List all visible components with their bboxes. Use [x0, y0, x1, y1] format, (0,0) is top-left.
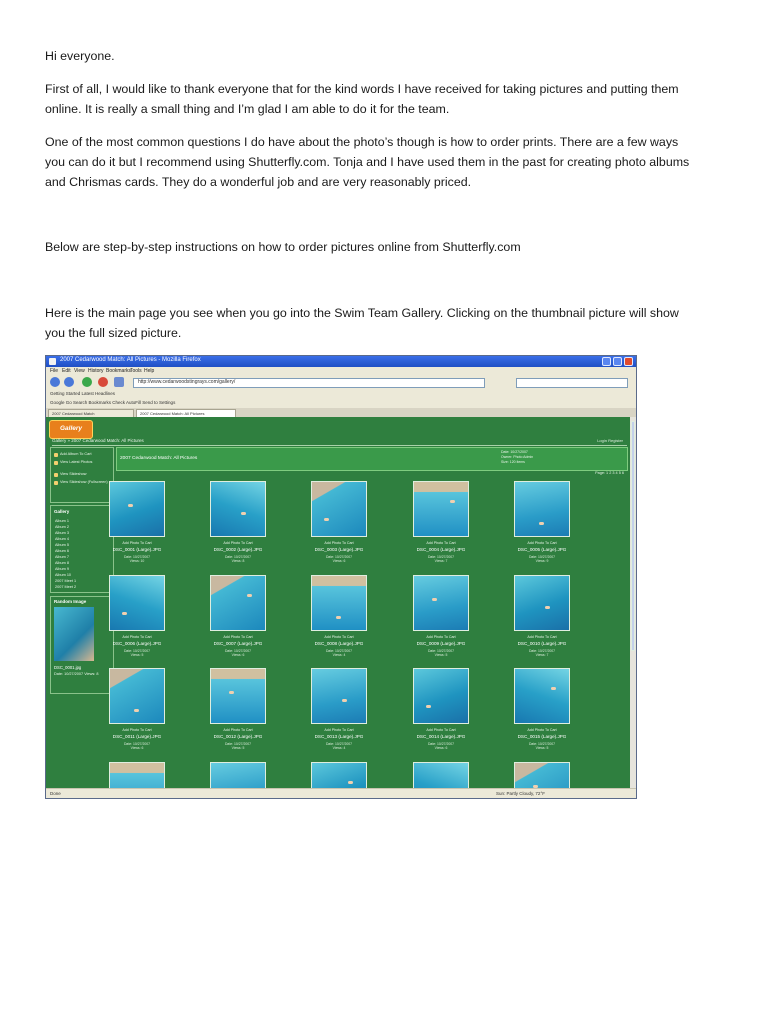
photo-views: Views: 6: [130, 746, 144, 750]
photo-filename[interactable]: DSC_0002 (Large).JPG: [213, 547, 263, 552]
photo-thumbnail[interactable]: [311, 575, 367, 631]
photo-date: Date: 10/27/2007: [427, 742, 455, 746]
reload-icon: [82, 377, 92, 387]
pool-photo: [211, 763, 265, 788]
photo-thumbnail[interactable]: [514, 481, 570, 537]
sidebar-action-2: View Latest Photos: [60, 460, 93, 464]
sidebar-gallery-item: 2007 Meet 1: [55, 579, 77, 583]
navigation-toolbar: [46, 375, 636, 391]
add-to-cart-link[interactable]: Add Photo To Cart: [223, 635, 253, 639]
menu-edit: Edit: [62, 368, 71, 374]
photo-filename[interactable]: DSC_0012 (Large).JPG: [213, 734, 263, 739]
photo-filename[interactable]: DSC_0013 (Large).JPG: [314, 734, 364, 739]
paragraph-1-line-2: online. It is really a small thing and I’m glad I am able to do it for the team.: [45, 102, 450, 116]
sidebar-action-4: View Slideshow (Fullscreen): [60, 480, 108, 484]
swimmer: [324, 518, 329, 521]
add-to-cart-link[interactable]: Add Photo To Cart: [223, 728, 253, 732]
tab-strip: [46, 408, 636, 417]
menu-bar: [46, 367, 636, 375]
google-toolbar-text: Google Go Search Bookmarks Check AutoFill Send to Settings: [50, 400, 176, 405]
pool-photo: [515, 763, 569, 788]
photo-filename[interactable]: DSC_0009 (Large).JPG: [416, 641, 466, 646]
photo-views: Views: 7: [535, 653, 549, 657]
sidebar-actions: [50, 447, 114, 503]
swimmer: [128, 504, 133, 507]
sidebar-action-3: View Slideshow: [60, 472, 87, 476]
add-to-cart-link[interactable]: Add Photo To Cart: [426, 541, 456, 545]
album-title: 2007 Cedarwood Match: All Pictures: [120, 456, 198, 461]
pool-photo: [110, 576, 164, 630]
login-links: Login Register: [597, 438, 623, 443]
sidebar-gallery-heading: Gallery: [54, 509, 70, 514]
pool-photo: [414, 576, 468, 630]
photo-date: Date: 10/27/2007: [528, 742, 556, 746]
add-to-cart-link[interactable]: Add Photo To Cart: [527, 728, 557, 732]
photo-filename[interactable]: DSC_0014 (Large).JPG: [416, 734, 466, 739]
photo-thumbnail[interactable]: [109, 668, 165, 724]
weather-text: Sun: Partly Cloudy, 72°F: [496, 791, 545, 796]
photo-date: Date: 10/27/2007: [123, 555, 151, 559]
swimmer: [122, 612, 127, 615]
firefox-icon: [49, 358, 56, 365]
gallery-content: [46, 417, 630, 788]
paragraph-4-line-1: Here is the main page you see when you go into the Swim Team Gallery. Clicking on the thumbnail picture will show: [45, 306, 679, 320]
sidebar-gallery-item: 2007 Meet 2: [55, 585, 77, 589]
menu-bookmarks: Bookmarks: [106, 368, 132, 374]
photo-views: Views: 5: [130, 653, 144, 657]
stop-icon: [98, 377, 108, 387]
tab-1: 2007 Cedarwood Match: [48, 409, 134, 417]
sidebar-gallery-item: Album 8: [55, 561, 69, 565]
swimmer: [432, 598, 437, 601]
gallery-screenshot: [45, 355, 637, 799]
sidebar-gallery-item: Album 9: [55, 567, 69, 571]
swimmer: [342, 699, 347, 702]
menu-history: History: [88, 368, 104, 374]
photo-views: Views: 9: [535, 559, 549, 563]
sidebar-gallery-item: Album 1: [55, 519, 69, 523]
paragraph-4-line-2: you the full sized picture.: [45, 326, 182, 340]
photo-filename[interactable]: DSC_0015 (Large).JPG: [517, 734, 567, 739]
photo-filename[interactable]: DSC_0007 (Large).JPG: [213, 641, 263, 646]
random-image-name: DSC_0001.jpg: [54, 665, 82, 670]
swimmer: [241, 512, 246, 515]
pool-photo: [110, 669, 164, 723]
paragraph-3: Below are step-by-step instructions on how to order pictures online from Shutterfly.com: [45, 240, 521, 254]
photo-views: Views: 10: [129, 559, 145, 563]
pool-photo: [312, 763, 366, 788]
photo-thumbnail[interactable]: [109, 575, 165, 631]
close-icon: [624, 357, 633, 366]
photo-thumbnail[interactable]: [210, 481, 266, 537]
photo-thumbnail[interactable]: [514, 668, 570, 724]
status-bar: [46, 788, 636, 799]
sidebar-gallery-item: Album 3: [55, 531, 69, 535]
greeting-text: Hi everyone.: [45, 49, 115, 63]
paragraph-2-line-3: and Chrismas cards. They do a wonderful job and are very reasonably priced.: [45, 175, 472, 189]
fullscreen-icon: [54, 481, 58, 485]
pool-photo: [414, 482, 468, 536]
add-to-cart-link[interactable]: Add Photo To Cart: [527, 635, 557, 639]
photo-filename[interactable]: DSC_0005 (Large).JPG: [517, 547, 567, 552]
photo-date: Date: 10/27/2007: [224, 742, 252, 746]
photo-date: Date: 10/27/2007: [123, 649, 151, 653]
photo-filename[interactable]: DSC_0008 (Large).JPG: [314, 641, 364, 646]
menu-tools: Tools: [130, 368, 142, 374]
photo-views: Views: 6: [231, 653, 245, 657]
photo-thumbnail[interactable]: [311, 668, 367, 724]
home-icon: [114, 377, 124, 387]
pool-photo: [211, 669, 265, 723]
add-to-cart-link[interactable]: Add Photo To Cart: [122, 541, 152, 545]
photo-views: Views: 4: [332, 746, 346, 750]
bookmarks-text: Getting Started Latest Headlines: [50, 391, 116, 396]
photo-thumbnail[interactable]: [413, 481, 469, 537]
search-box: [516, 378, 628, 388]
swimmer: [348, 781, 353, 784]
swimmer: [450, 500, 455, 503]
photo-thumbnail[interactable]: [210, 668, 266, 724]
breadcrumb: [52, 438, 627, 446]
swimmer: [229, 691, 234, 694]
sidebar-random-heading: Random Image: [54, 599, 87, 604]
address-bar: [133, 378, 485, 388]
photo-thumbnail[interactable]: [514, 575, 570, 631]
sidebar-gallery-item: Album 5: [55, 543, 69, 547]
swimmer: [336, 616, 341, 619]
album-size: Size: 120 items: [501, 460, 525, 464]
photo-thumbnail[interactable]: [311, 762, 367, 788]
photo-views: Views: 5: [434, 653, 448, 657]
photo-views: Views: 7: [434, 559, 448, 563]
page-links[interactable]: Page: 1 2 3 4 5 6: [595, 471, 624, 475]
photo-thumbnail[interactable]: [413, 762, 469, 788]
photo-date: Date: 10/27/2007: [325, 555, 353, 559]
pool-photo: [211, 576, 265, 630]
sidebar-gallery-item: Album 2: [55, 525, 69, 529]
breadcrumb-text: Gallery » 2007 Cedarwood Match: All Pictures: [52, 438, 144, 443]
swimmer: [134, 709, 139, 712]
pool-photo: [414, 669, 468, 723]
add-to-cart-link[interactable]: Add Photo To Cart: [426, 728, 456, 732]
photo-date: Date: 10/27/2007: [427, 555, 455, 559]
slideshow-icon: [54, 473, 58, 477]
forward-icon: [64, 377, 74, 387]
pool-photo: [515, 482, 569, 536]
add-to-cart-link[interactable]: Add Photo To Cart: [122, 728, 152, 732]
random-image-meta: Date: 10/27/2007 Views: 8: [54, 672, 99, 676]
photo-date: Date: 10/27/2007: [325, 649, 353, 653]
menu-view: View: [74, 368, 85, 374]
cart-icon: [54, 453, 58, 457]
photo-views: Views: 5: [231, 746, 245, 750]
swimmer: [545, 606, 550, 609]
add-to-cart-link[interactable]: Add Photo To Cart: [324, 728, 354, 732]
photo-views: Views: 8: [231, 559, 245, 563]
pool-photo: [312, 482, 366, 536]
swimmer: [426, 705, 431, 708]
photo-date: Date: 10/27/2007: [528, 555, 556, 559]
photo-date: Date: 10/27/2007: [224, 555, 252, 559]
window-title: 2007 Cedarwood Match: All Pictures - Mozilla Firefox: [60, 357, 201, 363]
pool-photo: [312, 669, 366, 723]
menu-file: File: [50, 368, 59, 374]
photo-thumbnail[interactable]: [109, 762, 165, 788]
album-owner: Owner: Photo Admin: [501, 455, 534, 459]
photo-thumbnail[interactable]: [413, 575, 469, 631]
photo-date: Date: 10/27/2007: [224, 649, 252, 653]
pool-photo: [312, 576, 366, 630]
maximize-icon: [613, 357, 622, 366]
photo-thumbnail[interactable]: [311, 481, 367, 537]
minimize-icon: [602, 357, 611, 366]
paragraph-1-line-1: First of all, I would like to thank everyone that for the kind words I have received for taking pictures and putting them: [45, 82, 679, 96]
sidebar-gallery-item: Album 7: [55, 555, 69, 559]
photo-date: Date: 10/27/2007: [427, 649, 455, 653]
album-header: [116, 447, 628, 471]
back-icon: [50, 377, 60, 387]
paragraph-2-line-1: One of the most common questions I do have about the photo’s though is how to order prints. There are a few ways: [45, 135, 679, 149]
sidebar-action-1: Add Album To Cart: [60, 452, 92, 456]
photo-views: Views: 4: [332, 653, 346, 657]
photo-thumbnail[interactable]: [514, 762, 570, 788]
tab-2: 2007 Cedarwood Match: All Pictures: [136, 409, 236, 417]
scrollbar: [630, 417, 636, 788]
random-image: [54, 607, 94, 661]
add-to-cart-link[interactable]: Add Photo To Cart: [426, 635, 456, 639]
sidebar-gallery-item: Album 6: [55, 549, 69, 553]
add-to-cart-link[interactable]: Add Photo To Cart: [223, 541, 253, 545]
pool-photo: [211, 482, 265, 536]
pool-photo: [110, 482, 164, 536]
swimmer: [247, 594, 252, 597]
gallery-logo: Gallery: [49, 420, 93, 439]
photo-views: Views: 6: [434, 746, 448, 750]
pool-photo: [110, 763, 164, 788]
photo-filename[interactable]: DSC_0003 (Large).JPG: [314, 547, 364, 552]
sidebar-gallery-item: Album 4: [55, 537, 69, 541]
photo-date: Date: 10/27/2007: [123, 742, 151, 746]
photo-thumbnail[interactable]: [210, 575, 266, 631]
photo-views: Views: 6: [332, 559, 346, 563]
sidebar-gallery-item: Album 10: [55, 573, 72, 577]
address-text: http://www.cedarwoodstingrays.com/gallery/: [138, 379, 236, 385]
add-to-cart-link[interactable]: Add Photo To Cart: [324, 541, 354, 545]
status-text: Done: [50, 791, 61, 796]
add-to-cart-link[interactable]: Add Photo To Cart: [122, 635, 152, 639]
photo-filename[interactable]: DSC_0011 (Large).JPG: [112, 734, 162, 739]
add-to-cart-link[interactable]: Add Photo To Cart: [527, 541, 557, 545]
swimmer: [539, 522, 544, 525]
photo-views: Views: 5: [535, 746, 549, 750]
photo-filename[interactable]: DSC_0001 (Large).JPG: [112, 547, 162, 552]
pool-photo: [414, 763, 468, 788]
photo-date: Date: 10/27/2007: [528, 649, 556, 653]
latest-icon: [54, 461, 58, 465]
pool-photo: [515, 576, 569, 630]
photo-thumbnail[interactable]: [413, 668, 469, 724]
pool-photo: [515, 669, 569, 723]
photo-filename[interactable]: DSC_0004 (Large).JPG: [416, 547, 466, 552]
paragraph-2-line-2: you can do it but I recommend using Shutterfly.com. Tonja and I have used them in the past for creating photo albums: [45, 155, 690, 169]
photo-date: Date: 10/27/2007: [325, 742, 353, 746]
photo-filename[interactable]: DSC_0006 (Large).JPG: [112, 641, 162, 646]
swimmer: [551, 687, 556, 690]
window-titlebar: [46, 356, 636, 367]
add-to-cart-link[interactable]: Add Photo To Cart: [324, 635, 354, 639]
menu-help: Help: [144, 368, 155, 374]
photo-thumbnail[interactable]: [210, 762, 266, 788]
scrollbar-thumb: [631, 421, 635, 651]
album-date: Date: 10/27/2007: [501, 450, 528, 454]
photo-thumbnail[interactable]: [109, 481, 165, 537]
photo-filename[interactable]: DSC_0010 (Large).JPG: [517, 641, 567, 646]
